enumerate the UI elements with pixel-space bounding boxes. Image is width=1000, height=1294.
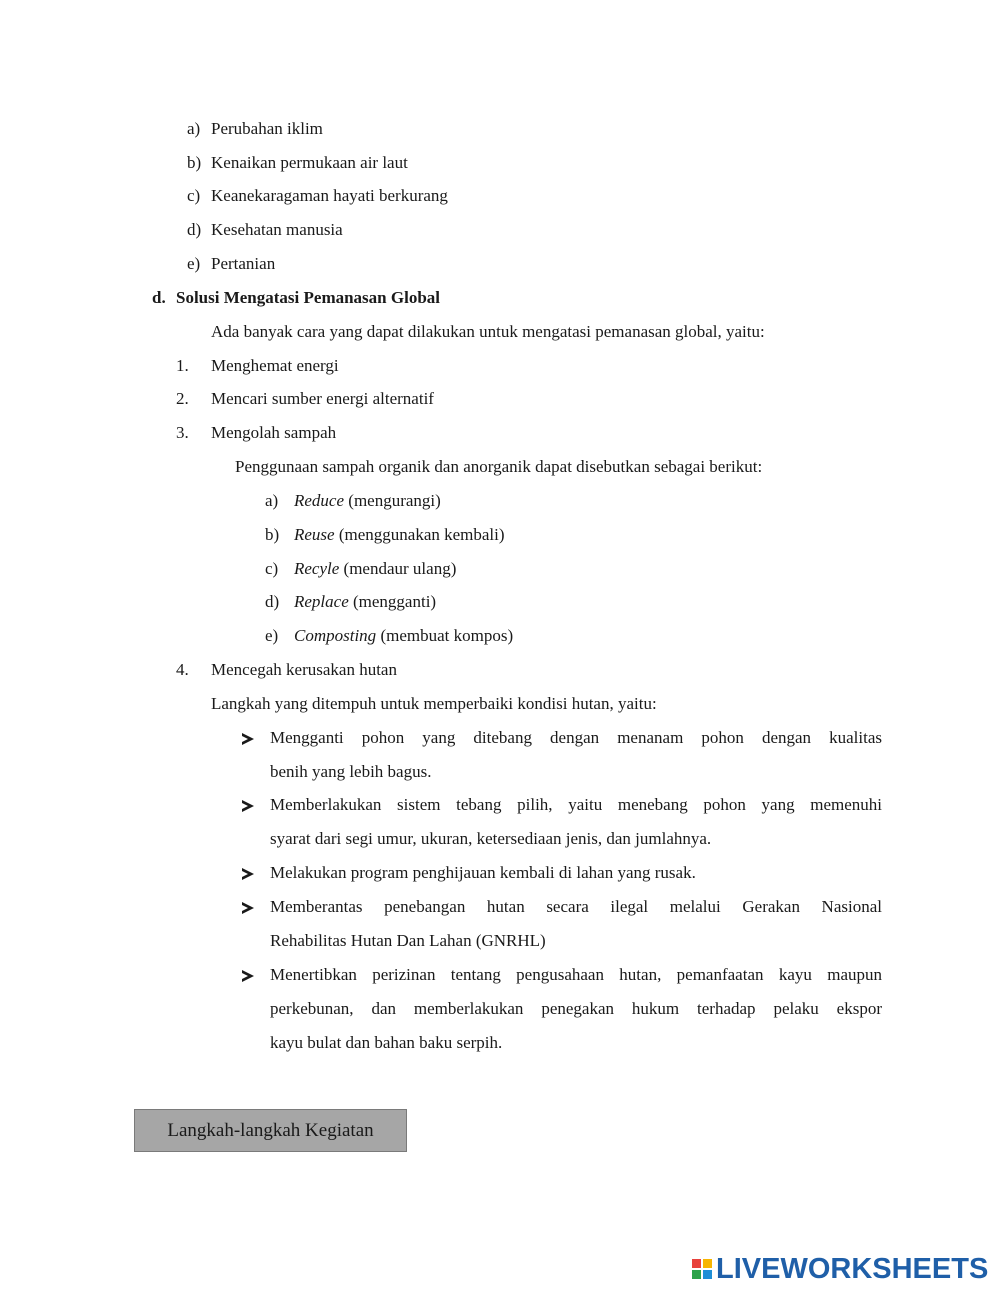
item-number: 4. bbox=[176, 660, 189, 679]
list-item bbox=[187, 118, 323, 140]
section-title: Solusi Mengatasi Pemanasan Global bbox=[176, 288, 441, 307]
item-meaning: (mengganti) bbox=[353, 592, 437, 611]
item-number: 1. bbox=[176, 356, 189, 375]
bullet-line: syarat dari segi umur, ukuran, ketersediaan jenis, dan jumlahnya. bbox=[270, 829, 712, 848]
waste-intro: Penggunaan sampah organik dan anorganik dapat disebutkan sebagai berikut: bbox=[235, 457, 763, 476]
bullet-line: Memberantas penebangan hutan secara ilegal melalui Gerakan Nasional bbox=[270, 897, 882, 916]
section-heading bbox=[152, 287, 440, 309]
bullet-line: Mengganti pohon yang ditebang dengan menanam pohon dengan kualitas bbox=[270, 728, 882, 747]
list-item bbox=[176, 422, 336, 444]
list-item bbox=[265, 490, 441, 512]
arrow-bullet-icon bbox=[242, 868, 254, 880]
logo-square bbox=[703, 1270, 712, 1279]
arrow-bullet-icon bbox=[242, 970, 254, 982]
list-item bbox=[265, 625, 513, 647]
list-item bbox=[176, 355, 339, 377]
bullet-line: Melakukan program penghijauan kembali di lahan yang rusak. bbox=[270, 863, 696, 882]
section-intro: Ada banyak cara yang dapat dilakukan untuk mengatasi pemanasan global, yaitu: bbox=[211, 322, 765, 341]
arrow-bullet-icon bbox=[242, 733, 254, 745]
item-marker: b) bbox=[187, 153, 202, 172]
logo-square bbox=[692, 1270, 701, 1279]
item-marker: a) bbox=[265, 491, 279, 510]
item-text: Pertanian bbox=[211, 254, 276, 273]
item-marker: e) bbox=[265, 626, 279, 645]
item-text: Mencari sumber energi alternatif bbox=[211, 389, 434, 408]
bullet-line: Memberlakukan sistem tebang pilih, yaitu menebang pohon yang memenuhi bbox=[270, 795, 882, 814]
bullet-line: kayu bulat dan bahan baku serpih. bbox=[270, 1033, 503, 1052]
item-meaning: (mendaur ulang) bbox=[343, 559, 457, 578]
item-number: 3. bbox=[176, 423, 189, 442]
item-term: Recyle bbox=[294, 559, 340, 578]
list-item bbox=[187, 253, 275, 275]
forest-intro: Langkah yang ditempuh untuk memperbaiki kondisi hutan, yaitu: bbox=[211, 694, 657, 713]
bullet-line: Menertibkan perizinan tentang pengusahaan hutan, pemanfaatan kayu maupun bbox=[270, 965, 882, 984]
item-marker: b) bbox=[265, 525, 280, 544]
item-text: Kenaikan permukaan air laut bbox=[211, 153, 408, 172]
liveworksheets-logo bbox=[692, 1254, 988, 1284]
activity-steps-box: Langkah-langkah Kegiatan bbox=[134, 1109, 407, 1152]
bullet-line: perkebunan, dan memberlakukan penegakan hukum terhadap pelaku ekspor bbox=[270, 999, 882, 1018]
section-marker: d. bbox=[152, 288, 166, 307]
list-item bbox=[176, 659, 397, 681]
list-item bbox=[265, 524, 505, 546]
item-marker: e) bbox=[187, 254, 201, 273]
list-item bbox=[187, 152, 408, 174]
list-item bbox=[176, 388, 434, 410]
item-text: Keanekaragaman hayati berkurang bbox=[211, 186, 448, 205]
logo-square bbox=[692, 1259, 701, 1268]
item-text: Perubahan iklim bbox=[211, 119, 323, 138]
arrow-bullet-icon bbox=[242, 902, 254, 914]
logo-square bbox=[703, 1259, 712, 1268]
item-marker: c) bbox=[265, 559, 279, 578]
item-text: Mencegah kerusakan hutan bbox=[211, 660, 397, 679]
item-marker: a) bbox=[187, 119, 201, 138]
bullet-line: Rehabilitas Hutan Dan Lahan (GNRHL) bbox=[270, 931, 546, 950]
list-item bbox=[187, 185, 448, 207]
arrow-bullet-icon bbox=[242, 800, 254, 812]
list-item bbox=[187, 219, 343, 241]
item-term: Reduce bbox=[294, 491, 345, 510]
item-number: 2. bbox=[176, 389, 189, 408]
bullet-line: benih yang lebih bagus. bbox=[270, 762, 432, 781]
item-text: Menghemat energi bbox=[211, 356, 339, 375]
item-term: Composting bbox=[294, 626, 377, 645]
item-term: Replace bbox=[294, 592, 349, 611]
item-meaning: (mengurangi) bbox=[348, 491, 441, 510]
list-item bbox=[265, 558, 456, 580]
logo-grid-icon bbox=[692, 1259, 712, 1279]
item-term: Reuse bbox=[294, 525, 335, 544]
item-meaning: (membuat kompos) bbox=[380, 626, 514, 645]
item-text: Kesehatan manusia bbox=[211, 220, 343, 239]
item-marker: c) bbox=[187, 186, 201, 205]
item-meaning: (menggunakan kembali) bbox=[338, 525, 505, 544]
item-marker: d) bbox=[187, 220, 202, 239]
list-item bbox=[265, 591, 436, 613]
item-text: Mengolah sampah bbox=[211, 423, 337, 442]
logo-text: LIVEWORKSHEETS bbox=[716, 1252, 989, 1285]
item-marker: d) bbox=[265, 592, 280, 611]
